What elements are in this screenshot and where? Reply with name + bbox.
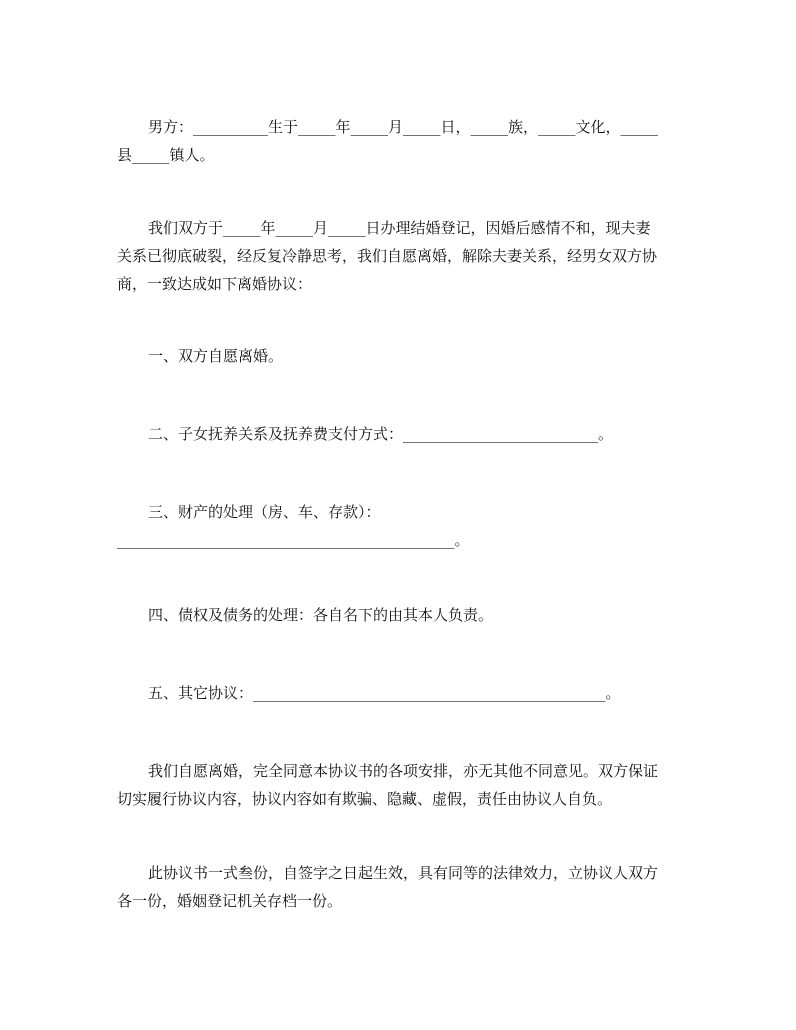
confirmation-line-1: 我们自愿离婚，完全同意本协议书的各项安排，亦无其他不同意见。双方保证 [148,762,659,780]
clause-2 [117,420,683,448]
intro-line-3: 商，一致达成如下离婚协议： [117,275,313,293]
clause-5-text: 五、其它协议：_______________________________________________。 [148,684,621,702]
copies-paragraph [117,859,683,915]
clause-4 [117,601,683,629]
copies-line-2: 各一份，婚姻登记机关存档一份。 [117,892,343,910]
confirmation-paragraph [117,757,683,813]
clause-3-line-1: 三、财产的处理（房、车、存款）： [148,503,381,521]
clause-1 [117,342,683,370]
clause-1-text: 一、双方自愿离婚。 [148,347,284,365]
clause-2-text: 二、子女抚养关系及抚养费支付方式：__________________________。 [148,425,614,443]
clause-4-text: 四、债权及债务的处理：各自名下的由其本人负责。 [148,606,494,624]
clause-5 [117,679,683,707]
intro-line-2: 关系已彻底破裂，经反复冷静思考，我们自愿离婚，解除夫妻关系，经男女双方协 [117,247,658,265]
male-party-line-1: 男方：__________生于_____年_____月_____日，_____族，_____文化，_____ [148,118,659,136]
intro-paragraph [117,214,683,298]
clause-3-line-2: _____________________________________________。 [117,531,470,549]
confirmation-line-2: 切实履行协议内容，协议内容如有欺骗、隐藏、虚假，责任由协议人自负。 [117,790,613,808]
male-party-line-2: 县_____镇人。 [117,146,215,164]
clause-3 [117,498,683,554]
male-party-paragraph [117,113,683,169]
intro-line-1: 我们双方于_____年_____月_____日办理结婚登记，因婚后感情不和，现夫妻 [148,219,651,237]
copies-line-1: 此协议书一式叁份，自签字之日起生效，具有同等的法律效力，立协议人双方 [148,864,659,882]
